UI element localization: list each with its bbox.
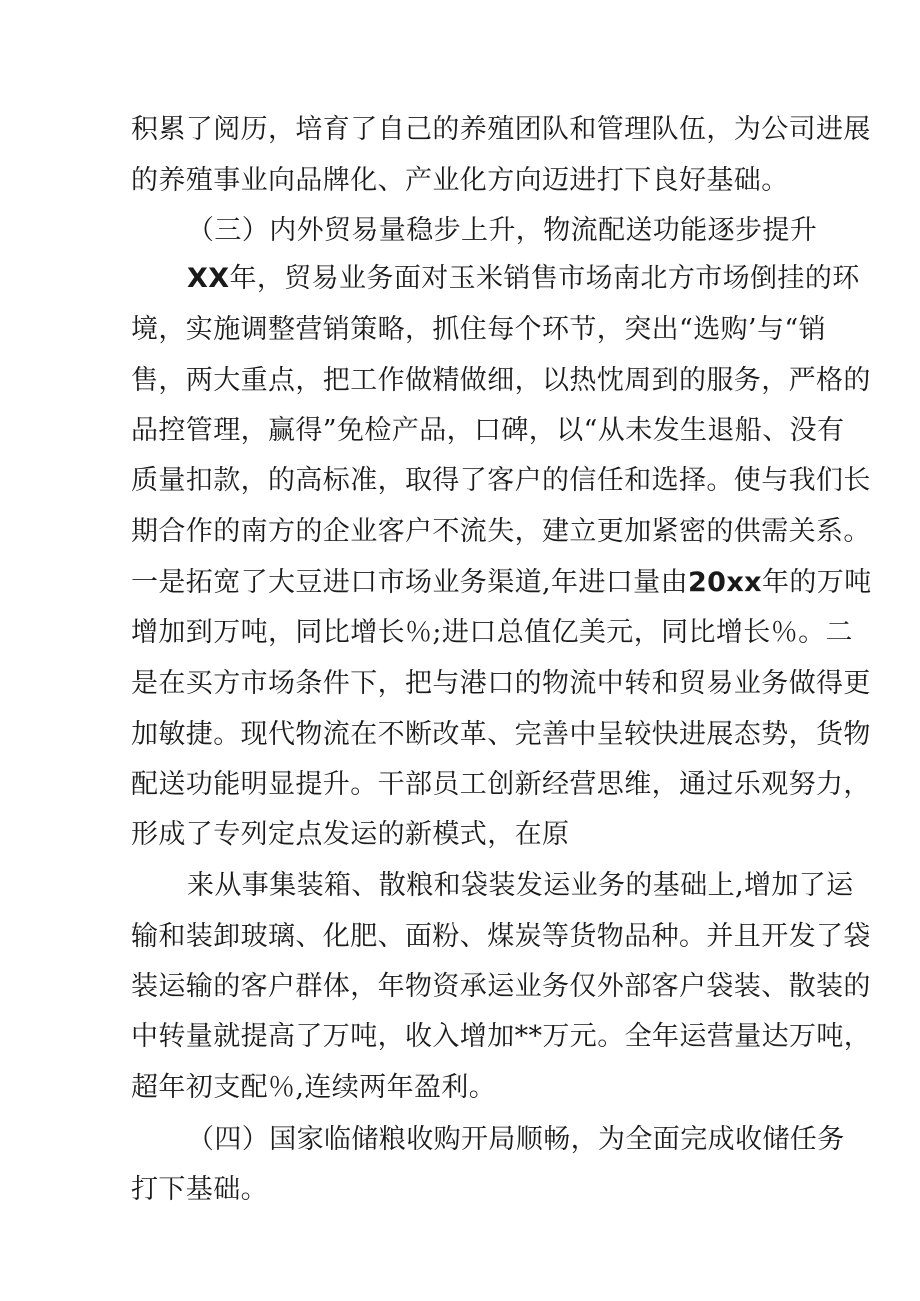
paragraph-line: 期合作的南方的企业客户不流失，建立更加紧密的供需关系。 (131, 516, 871, 547)
paragraph-line: 增加到万吨，同比增长％;进口总值亿美元，同比增长％。二 (131, 617, 853, 648)
paragraph-line: 打下基础。 (131, 1174, 268, 1205)
paragraph-line: 配送功能明显提升。干部员工创新经营思维，通过乐观努力， (131, 769, 871, 800)
paragraph-line (131, 566, 872, 600)
paragraph-line: 售，两大重点，把工作做精做细，以热忱周到的服务，严格的 (131, 365, 871, 396)
paragraph-line: 来从事集装箱、散粮和袋装发运业务的基础上,增加了运 (187, 870, 854, 901)
paragraph-line: 装运输的客户群体，年物资承运业务仅外部客户袋装、散装的 (131, 971, 871, 1002)
paragraph-line: 加敏捷。现代物流在不断改革、完善中呈较快进展态势，货物 (131, 719, 871, 750)
paragraph-line: 是在买方市场条件下，把与港口的物流中转和贸易业务做得更 (131, 668, 871, 699)
paragraph-line: 输和装卸玻璃、化肥、面粉、煤炭等货物品种。并且开发了袋 (131, 921, 871, 952)
section-heading-3: （三）内外贸易量稳步上升，物流配送功能逐步提升 (187, 215, 818, 246)
year-mark: XX (187, 263, 230, 294)
paragraph-line: 积累了阅历，培育了自己的养殖团队和管理队伍，为公司进展 (131, 114, 871, 145)
paragraph-line: 超年初支配％,连续两年盈利。 (131, 1072, 497, 1103)
paragraph-line: 境，实施调整营销策略，抓住每个环节，突出“选购’与“销 (131, 314, 826, 345)
paragraph-line (187, 262, 860, 296)
line-text: 年的万吨 (762, 567, 872, 598)
line-text: 年，贸易业务面对玉米销售市场南北方市场倒挂的环 (229, 263, 860, 294)
paragraph-line: 质量扣款，的高标准，取得了客户的信任和选择。使与我们长 (131, 465, 871, 496)
paragraph-line: 品控管理，赢得”免检产品，口碑，以“从未发生退船、没有 (131, 415, 845, 446)
year-mark: 20xx (687, 567, 762, 598)
paragraph-line: 的养殖事业向品牌化、产业化方向迈进打下良好基础。 (131, 165, 789, 196)
section-heading-4: （四）国家临储粮收购开局顺畅，为全面完成收储任务 (187, 1124, 845, 1155)
paragraph-line: 中转量就提高了万吨，收入增加**万元。全年运营量达万吨， (131, 1021, 872, 1052)
line-text: 一是拓宽了大豆进口市场业务渠道,年进口量由 (131, 567, 688, 598)
paragraph-line: 形成了专列定点发运的新模式，在原 (131, 819, 570, 850)
